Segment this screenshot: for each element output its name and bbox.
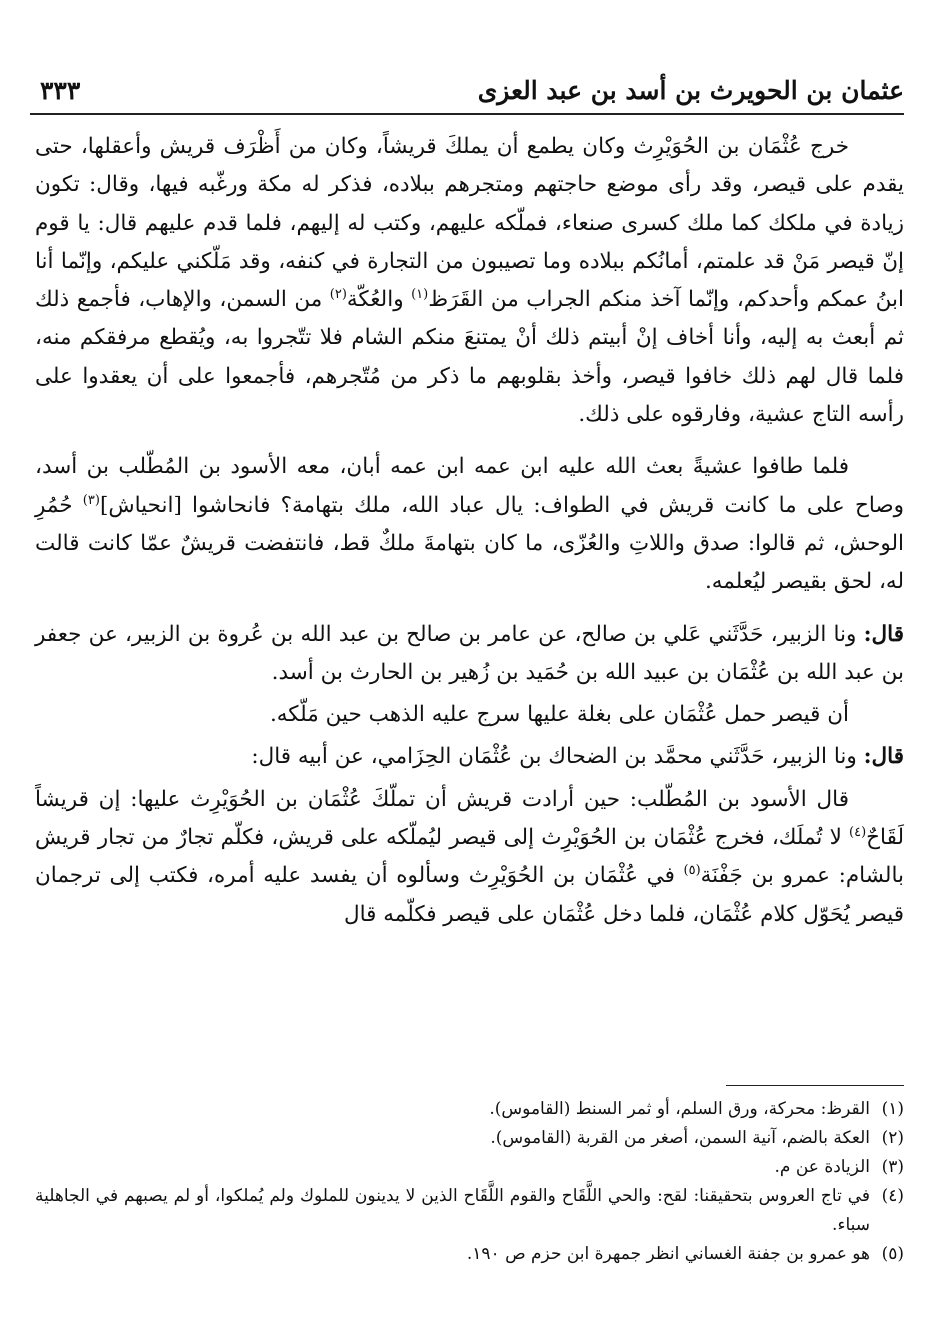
text-segment: حُمُرِ الوحش، ثم قالوا: صدق واللاتِ والعُزّى، ما كان بتهامةَ ملكٌ قط، فانتفضت قريشٌ عمّا كانت قالت له، لحق بقيصر ليُعلمه. <box>35 492 904 595</box>
paragraph <box>35 616 904 693</box>
footnote-text: القرظ: محركة، ورق السلم، أو ثمر السنط (القاموس). <box>489 1099 870 1119</box>
text-segment: من السمن، والإهاب، فأجمع ذلك ثم أبعث به إليه، وأنا أخاف إنْ أبيتم ذلك أنْ يمتنعَ منكم الشام فلا تتّجروا به، ويُقطع مرفقكم منه، فلما قال لهم ذلك خافوا قيصر، وأخذ بقلوبهم ما ذكر من مُتّجرهم، فأجمعوا على أن يعقدوا على رأسه التاج عشية، وفارقوه على ذلك. <box>35 287 904 428</box>
text-segment: ونا الزبير، حَدَّثَني محمَّد بن الضحاك بن عُثْمَان الحِزَامي، عن أبيه قال: <box>251 744 864 770</box>
running-header <box>40 70 904 110</box>
paragraph-lead: قال: <box>863 744 904 770</box>
footnote-number: (٤) <box>881 1186 904 1206</box>
footnote <box>35 1153 904 1182</box>
footnote-marker: (١) <box>411 287 429 303</box>
text-segment: والعُكّة <box>346 287 412 313</box>
footnote-marker: (٣) <box>82 492 100 508</box>
footnote-marker: (٢) <box>329 287 347 303</box>
footnotes <box>35 1095 904 1269</box>
footnote-text: في تاج العروس بتحقيقنا: لقح: والحي اللَّقَاح والقوم اللَّقَاح الذين لا يدينون للملوك ولم يُملكوا، أو لم يصبهم في الجاهلية سباء. <box>35 1186 870 1235</box>
footnote-number: (٥) <box>881 1244 904 1264</box>
footnote-number: (٣) <box>881 1157 904 1177</box>
paragraph <box>35 738 904 776</box>
paragraph <box>35 448 904 601</box>
footnote <box>35 1095 904 1124</box>
main-text <box>35 128 904 938</box>
footnote <box>35 1240 904 1269</box>
text-segment: في عُثْمَان بن الحُوَيْرِث وسألوه أن يفسد عليه أمره، فكتب إلى ترجمان قيصر يُحَوّل كلام عُثْمَان، فلما دخل عُثْمَان على قيصر فكلّمه قال <box>35 863 904 927</box>
footnote <box>35 1182 904 1240</box>
footnote-marker: (٥) <box>683 863 701 879</box>
footnote-text: الزيادة عن م. <box>774 1157 870 1177</box>
paragraph-lead: قال: <box>863 621 904 647</box>
text-segment: ونا الزبير، حَدَّثَني عَلي بن صالح، عن عامر بن صالح بن عبد الله بن عُروة بن الزبير، عن جعفر بن عبد الله بن عُثْمَان بن عبيد الله بن حُمَيد بن زُهير بن الحارث بن أسد. <box>35 621 904 685</box>
footnote-text: هو عمرو بن جفنة الغساني انظر جمهرة ابن حزم ص ١٩٠. <box>466 1244 870 1264</box>
text-segment: أن قيصر حمل عُثْمَان على بغلة عليها سرج عليه الذهب حين مَلّكه. <box>269 702 849 728</box>
page-number: ٣٣٣ <box>40 75 81 105</box>
footnote-divider <box>726 1085 904 1086</box>
text-segment: خرج عُثْمَان بن الحُوَيْرِث وكان يطمع أن يملكَ قريشاً، وكان من أَظْرَف قريش وأعقلها، حتى يقدم على قيصر، وقد رأى موضع حاجتهم ومتجرهم ببلاده، فذكر له مكة ورغّبه فيها، وقال: تكون زيادة في ملكك كما ملك كسرى صنعاء، فملّكه عليهم، وكتب له إليهم، فلما قدم عليهم قال: يا قوم إنّ قيصر مَنْ قد علمتم، أمانُكم ببلاده وما تصيبون من التجارة في كنفه، وقد مَلّكني عليكم، وإنّما أنا ابنُ عمكم وأحدكم، وإنّما آخذ منكم الجراب من القَرَظ <box>35 134 904 313</box>
footnote-number: (١) <box>881 1099 904 1119</box>
footnote-marker: (٤) <box>849 824 867 840</box>
paragraph <box>35 696 904 734</box>
paragraph <box>35 781 904 934</box>
footnote-number: (٢) <box>881 1128 904 1148</box>
running-title: عثمان بن الحويرث بن أسد بن عبد العزى <box>477 75 904 105</box>
text-segment: قال الأسود بن المُطّلب: حين أرادت قريش أن تملّكَ عُثْمَان بن الحُوَيْرِث عليها: إن قريشاً لَقَاحٌ <box>35 786 904 851</box>
header-divider <box>30 113 904 115</box>
footnote-text: العكة بالضم، آنية السمن، أصغر من القربة (القاموس). <box>490 1128 870 1148</box>
text-segment: فلما طافوا عشيةً بعث الله عليه ابن عمه ابن عمه أبان، معه الأسود بن المُطّلب بن أسد، وصاح على ما كانت قريش في الطواف: يال عباد الله، ملك بتهامة؟ فانحاشوا [انحياش] <box>35 454 905 518</box>
footnote <box>35 1124 904 1153</box>
paragraph <box>35 128 904 434</box>
text-segment: لا تُملَك، فخرج عُثْمَان بن الحُوَيْرِث إلى قيصر ليُملّكه على قريش، فكلّم تجارٌ من تجار قريش بالشام: عمرو بن جَفْنَة <box>35 825 904 889</box>
